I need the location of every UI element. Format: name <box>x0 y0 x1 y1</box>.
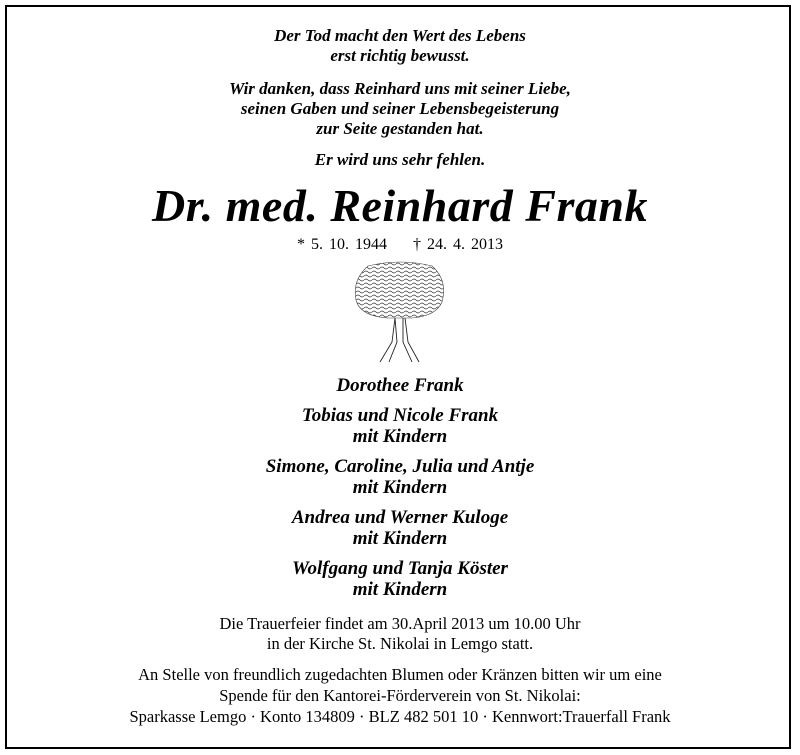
verse-line-6: Er wird uns sehr fehlen. <box>314 150 486 169</box>
verse-line-1: Der Tod macht den Wert des Lebens <box>274 26 526 45</box>
tree-icon <box>340 258 460 368</box>
mourner-name: Dorothee Frank <box>336 375 464 396</box>
mourner-sub: mit Kindern <box>352 477 448 498</box>
service-line-1: Die Trauerfeier findet am 30.April 2013 um 10.00 Uhr <box>219 614 581 633</box>
mourner-name: Tobias und Nicole Frank <box>301 405 499 426</box>
donation-line-3: Sparkasse Lemgo · Konto 134809 · BLZ 482 501 10 · Kennwort:Trauerfall Frank <box>129 707 671 726</box>
mourner-sub: mit Kindern <box>352 426 448 447</box>
death-date: † 24. 4. 2013 <box>413 236 503 253</box>
verse-line-4: seinen Gaben und seiner Lebensbegeisterung <box>240 99 560 118</box>
mourner-sub: mit Kindern <box>352 579 448 600</box>
verse-line-3: Wir danken, dass Reinhard uns mit seiner Liebe, <box>229 79 571 98</box>
service-line-2: in der Kirche St. Nikolai in Lemgo statt. <box>266 634 534 653</box>
mourner-name: Wolfgang und Tanja Köster <box>292 558 508 579</box>
donation-line-1: An Stelle von freundlich zugedachten Blumen oder Kränzen bitten wir um eine <box>138 665 662 684</box>
deceased-name: Dr. med. Reinhard Frank <box>152 180 648 231</box>
donation-line-2: Spende für den Kantorei-Förderverein von St. Nikolai: <box>219 686 581 705</box>
mourner-sub: mit Kindern <box>352 528 448 549</box>
life-dates <box>0 236 800 254</box>
mourner-name: Simone, Caroline, Julia und Antje <box>265 456 535 477</box>
verse-line-2: erst richtig bewusst. <box>330 46 470 65</box>
mourner-name: Andrea und Werner Kuloge <box>291 507 509 528</box>
birth-date: * 5. 10. 1944 <box>297 236 387 253</box>
verse-line-5: zur Seite gestanden hat. <box>316 119 484 138</box>
